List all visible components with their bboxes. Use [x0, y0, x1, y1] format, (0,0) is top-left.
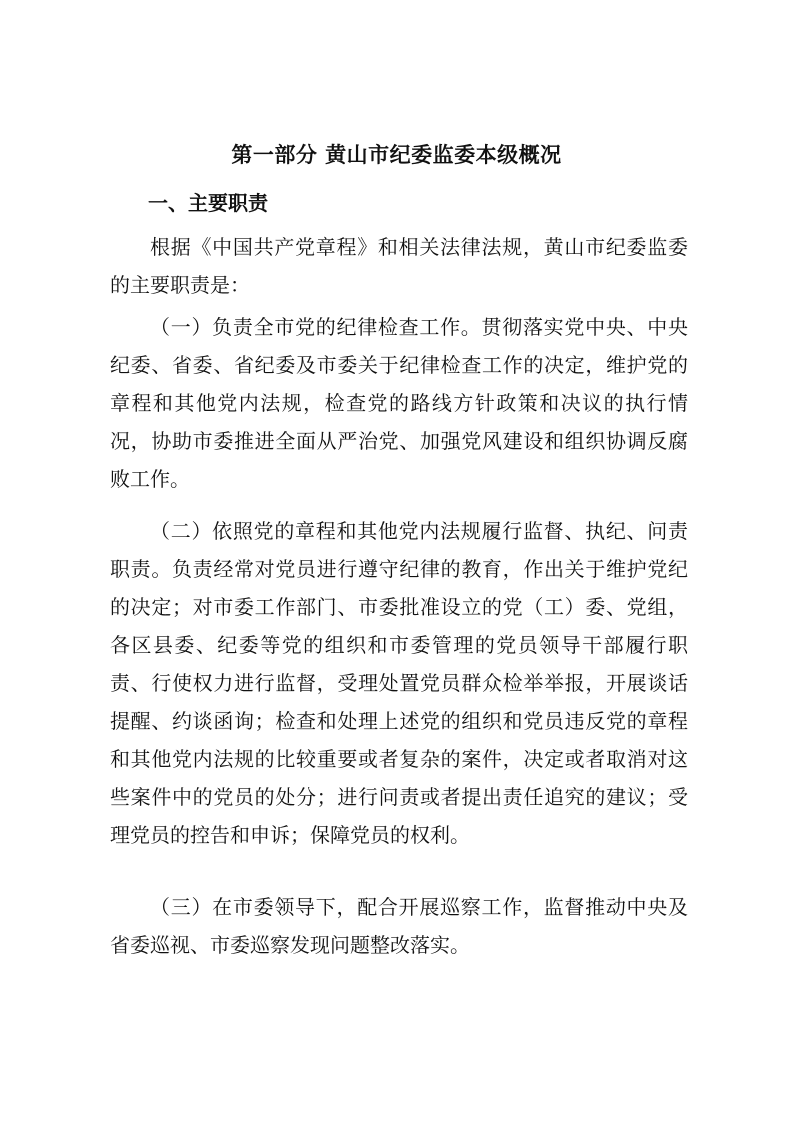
- section-heading: 一、主要职责: [148, 191, 268, 215]
- duty-paragraph-2: （二）依照党的章程和其他党内法规履行监督、执纪、问责职责。负责经常对党员进行遵守纪律的教育，作出关于维护党纪的决定；对市委工作部门、市委批准设立的党（工）委、党组，各区县委、纪委等党的组织和市委管理的党员领导干部履行职责、行使权力进行监督，受理处置党员群众检举举报，开展谈话提醒、约谈函询；检查和处理上述党的组织和党员违反党的章程和其他党内法规的比较重要或者复杂的案件，决定或者取消对这些案件中的党员的处分；进行问责或者提出责任追究的建议；受理党员的控告和申诉；保障党员的权利。: [110, 519, 688, 847]
- page-title: 第一部分 黄山市纪委监委本级概况: [231, 143, 562, 167]
- duty-paragraph-1: （一）负责全市党的纪律检查工作。贯彻落实党中央、中央纪委、省委、省纪委及市委关于纪律检查工作的决定，维护党的章程和其他党内法规，检查党的路线方针政策和决议的执行情况，协助市委推进全面从严治党、加强党风建设和组织协调反腐败工作。: [110, 315, 688, 491]
- intro-paragraph: 根据《中国共产党章程》和相关法律法规，黄山市纪委监委的主要职责是：: [110, 235, 688, 297]
- duty-paragraph-3: （三）在市委领导下，配合开展巡察工作，监督推动中央及省委巡视、市委巡察发现问题整改落实。: [110, 895, 688, 957]
